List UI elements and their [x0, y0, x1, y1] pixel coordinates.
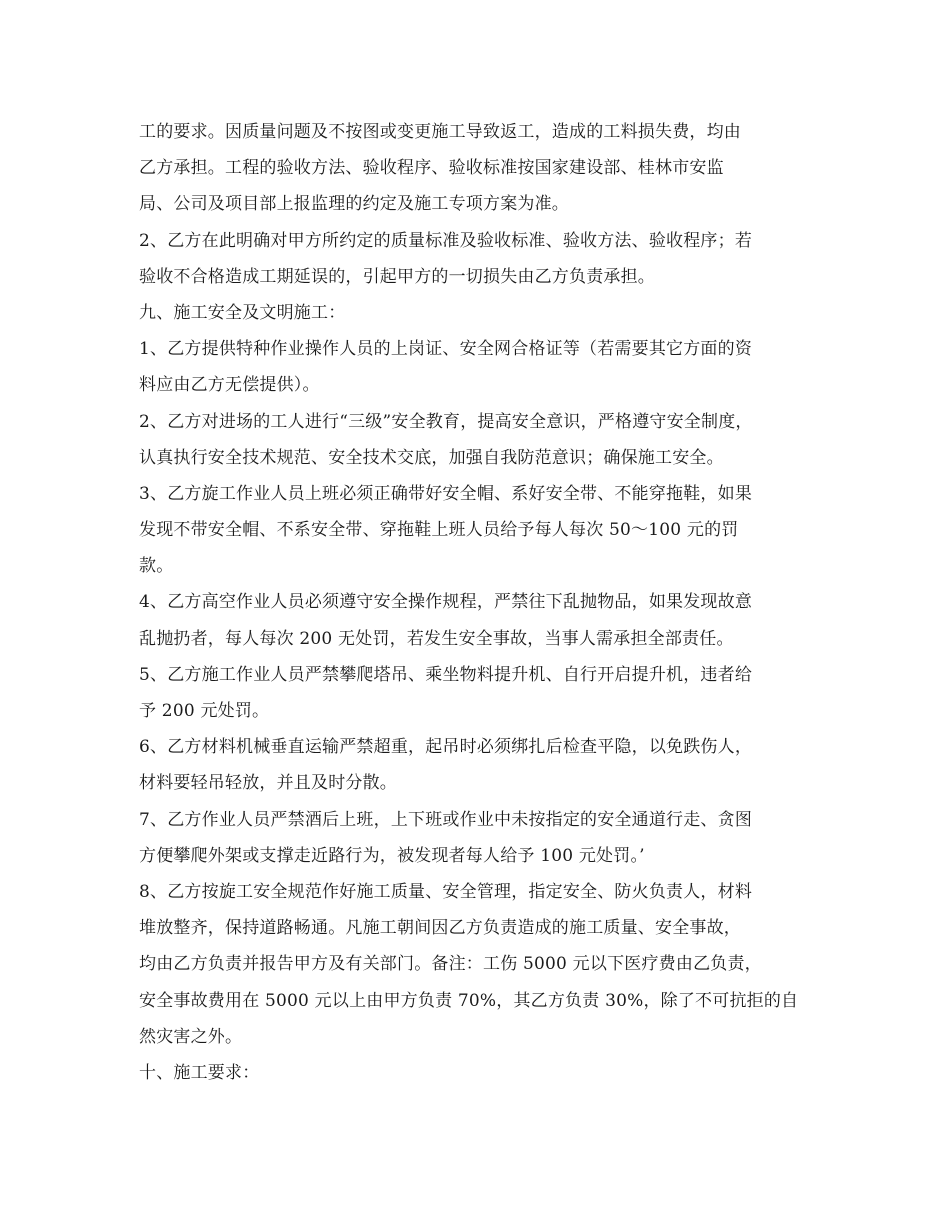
text-line: 安全事故费用在 5000 元以上由甲方负责 70%，其乙方负责 30%，除了不可抗拒的自 [139, 990, 799, 1011]
text-line: 材料要轻吊轻放，并且及时分散。 [139, 773, 397, 794]
document-body [139, 114, 819, 1091]
text-line: 4、乙方高空作业人员必须遵守安全操作规程，严禁往下乱抛物品，如果发现故意 [139, 592, 753, 613]
section-heading: 九、施工安全及文明施工： [139, 302, 346, 323]
section-heading: 十、施工要求： [139, 1062, 260, 1083]
text-line: 方便攀爬外架或支撑走近路行为，被发现者每人给予 100 元处罚。’ [139, 845, 645, 866]
text-line: 8、乙方按旋工安全规范作好施工质量、安全管理，指定安全、防火负责人，材料 [139, 881, 753, 902]
text-line: 乙方承担。工程的验收方法、验收程序、验收标准按国家建设部、桂林市安监 [139, 158, 724, 179]
text-line: 然灾害之外。 [139, 1026, 243, 1047]
text-line: 发现不带安全帽、不系安全带、穿拖鞋上班人员给予每人每次 50～100 元的罚 [139, 520, 739, 541]
text-line: 验收不合格造成工期延误的，引起甲方的一切损失由乙方负责承担。 [139, 266, 655, 287]
text-line: 乱抛扔者，每人每次 200 无处罚，若发生安全事故，当事人需承担全部责任。 [139, 628, 734, 649]
text-line: 3、乙方旋工作业人员上班必须正确带好安全帽、系好安全带、不能穿拖鞋，如果 [139, 483, 753, 504]
text-line: 款。 [139, 556, 174, 577]
text-line: 均由乙方负责并报告甲方及有关部门。备注：工伤 5000 元以下医疗费由乙负责， [139, 954, 762, 975]
text-line: 认真执行安全技术规范、安全技术交底，加强自我防范意识；确保施工安全。 [139, 447, 724, 468]
text-line: 堆放整齐，保持道路畅通。凡施工朝间因乙方负责造成的施工质量、安全事故， [139, 918, 741, 939]
text-line: 料应由乙方无偿提供）。 [139, 375, 320, 396]
text-line: 2、乙方在此明确对甲方所约定的质量标准及验收标准、验收方法、验收程序；若 [139, 230, 753, 251]
text-line: 7、乙方作业人员严禁酒后上班，上下班或作业中未按指定的安全通道行走、贪图 [139, 809, 753, 830]
text-line: 工的要求。因质量问题及不按图或变更施工导致返工，造成的工料损失费，均由 [139, 122, 741, 142]
text-line: 2、乙方对进场的工人进行“三级”安全教育，提高安全意识，严格遵守安全制度， [139, 411, 753, 432]
text-line: 6、乙方材料机械垂直运输严禁超重，起吊时必须绑扎后检查平隐，以免跌伤人， [139, 737, 753, 758]
text-line: 5、乙方施工作业人员严禁攀爬塔吊、乘坐物料提升机、自行开启提升机，违者给 [139, 664, 753, 685]
text-line: 予 200 元处罚。 [139, 701, 270, 721]
text-line: 局、公司及项目部上报监理的约定及施工专项方案为准。 [139, 194, 569, 215]
text-line: 1、乙方提供特种作业操作人员的上岗证、安全网合格证等（若需要其它方面的资 [139, 339, 753, 360]
